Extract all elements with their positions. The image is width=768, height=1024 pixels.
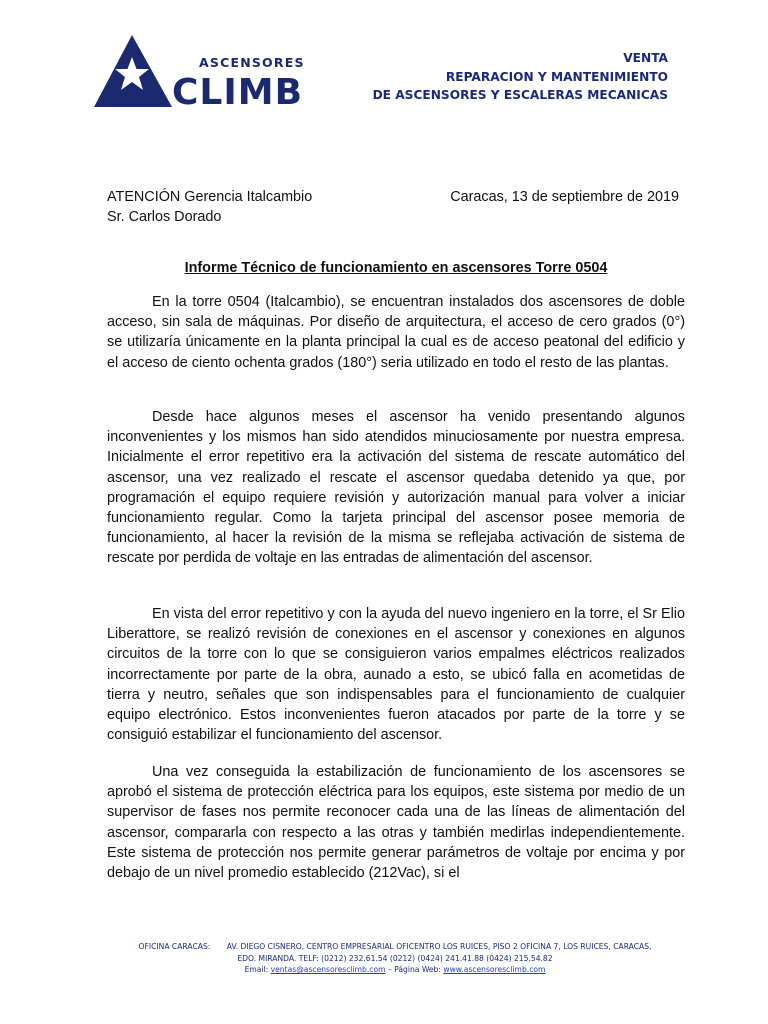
address-line-1: AV. DIEGO CISNERO, CENTRO EMPRESARIAL OFICENTRO LOS RUICES, PISO 2 OFICINA 7, LOS RUICES, CARACAS, <box>226 942 652 951</box>
website-link[interactable]: www.ascensoresclimb.com <box>443 965 546 974</box>
service-line: DE ASCENSORES Y ESCALERAS MECANICAS <box>372 88 668 102</box>
address-line-2: EDO. MIRANDA. TELF: (0212) 232.61.54 (0212) (0424) 241.41.88 (0424) 215.54.82 <box>237 953 553 963</box>
page-footer <box>100 941 690 976</box>
office-label: OFICINA CARACAS: <box>138 942 211 951</box>
body-paragraph: Una vez conseguida la estabilización de funcionamiento de los ascensores se aprobó el sistema de protección eléctrica para los equipos, este sistema por medio de un supervisor de fases nos permite reconocer cada una de las líneas de alimentación del ascensor, compararla con respecto a las otras y también medirlas independientemente. Este sistema de protección nos permite generar parámetros de voltaje por encima y por debajo de un nivel promedio establecido (212Vac), si el <box>107 764 685 882</box>
attention-line: ATENCIÓN Gerencia Italcambio <box>107 189 313 205</box>
email-link[interactable]: ventas@ascensoresclimb.com <box>270 965 386 974</box>
service-line: REPARACION Y MANTENIMIENTO <box>445 69 668 84</box>
recipient-name: Sr. Carlos Dorado <box>107 209 222 225</box>
company-logo <box>92 33 337 111</box>
logo-main-word: CLIMB <box>172 72 304 111</box>
service-line: VENTA <box>623 51 668 65</box>
addressee-block <box>107 187 312 227</box>
report-title: Informe Técnico de funcionamiento en ascensores Torre 0504 <box>184 260 608 276</box>
email-label: Email: <box>244 965 269 974</box>
website-label: – Página Web: <box>387 965 441 974</box>
body-paragraph: Desde hace algunos meses el ascensor ha venido presentando algunos inconvenientes y los mismos han sido atendidos minuciosamente por nuestra empresa. Inicialmente el error repetitivo era la activación del sistema de rescate automático del ascensor, una vez realizado el rescate el ascensor quedaba detenido ya que, por programación el equipo requiere revisión y autorización manual para volver a iniciar funcionamiento regular. Como la tarjeta principal del ascensor posee memoria de funcionamiento, al hacer la revisión de la misma se reflejaba activación de sistema de rescate por perdida de voltaje en las entradas de alimentación del ascensor. <box>107 409 685 567</box>
letter-date: Caracas, 13 de septiembre de 2019 <box>450 189 679 205</box>
company-services <box>373 49 668 105</box>
body-paragraph: En la torre 0504 (Italcambio), se encuentran instalados dos ascensores de doble acceso, sin sala de máquinas. Por diseño de arquitectura, el acceso de cero grados (0°) se utilizaría únicamente en la planta principal la cual es de acceso peatonal del edificio y el acceso de ciento ochenta grados (180°) seria utilizado en todo el resto de las plantas. <box>107 294 685 371</box>
logo-top-word: ASCENSORES <box>199 55 305 70</box>
body-paragraph: En vista del error repetitivo y con la ayuda del nuevo ingeniero en la torre, el Sr Elio Liberattore, se realizó revisión de conexiones en el ascensor y conexiones en algunos circuitos de la torre con lo que se consiguieron varios empalmes eléctricos realizados incorrectamente por parte de la obra, aunado a esto, se ubicó falla en acometidas de tierra y neutro, señales que son indispensables para el funcionamiento de cualquier equipo electrónico. Estos inconvenientes fueron atacados por parte de la torre y se consiguió estabilizar el funcionamiento del ascensor. <box>107 606 685 744</box>
